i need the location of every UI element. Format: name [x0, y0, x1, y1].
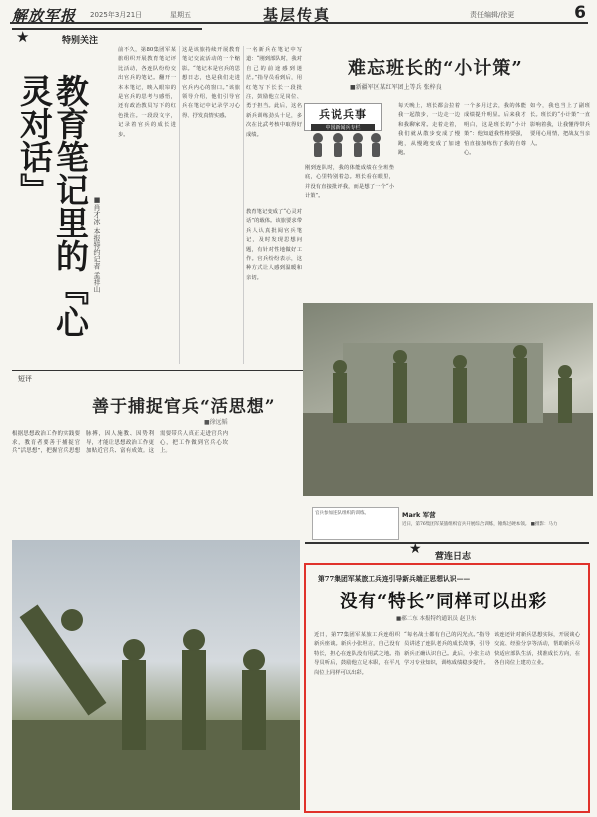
log-section-tag — [305, 541, 589, 562]
feature-tag-label: 特别关注 — [62, 36, 99, 46]
feature-headline: 教育笔记里的『心灵对话』 — [15, 74, 90, 338]
feature-column-3: 一名新兵在笔记中写道：“刚到部队时，我对自己的前途感到迷茫。”指导员看到后，用红笔写下长长一段批注，鼓励他立足岗位、勇于担当。此后，这名新兵训练劲头十足，多次在比武考核中取得好成绩。 — [246, 47, 302, 138]
issue-weekday: 星期五 — [170, 11, 191, 19]
log-tag-label: 营连日志 — [435, 552, 472, 562]
feature-column-2: 这是该旅持续开展教育笔记交流活动的一个缩影。“笔记本是官兵的思想日志，也是我们走进官兵内心的窗口。”该旅领导介绍，他们引导官兵在笔记中记录学习心得、抒发真情实感。 — [182, 47, 240, 119]
training-photo-illustration — [303, 303, 593, 496]
log-article-box — [304, 563, 590, 813]
top-article-column-2: 每天晚上，班长都会拉着我一起散步，一边走一边和我聊家常。走着走着，我们就从散步变成了慢跑，从慢跑变成了加速跑。 — [398, 103, 460, 157]
top-article-column-3: 一个多月过去，我的体能成绩提升明显。后来我才明白，这是班长的“小计策”：他知道我性格要强，怕直接加练伤了我的自尊心。 — [464, 103, 526, 157]
photo-caption-inset: 官兵参加连队组织的训练。 — [312, 507, 399, 540]
editor-credit: 责任编辑/徐更 — [470, 11, 515, 19]
comment-headline: 善于捕捉官兵“活思想” — [92, 397, 276, 417]
kick-training-illustration — [12, 540, 300, 810]
masthead — [10, 4, 588, 24]
top-article-column-1: 刚到连队时，我的体能成绩在全班垫底，心里特别着急。班长看在眼里，并没有直接批评我，而是想了一个“小计策”。 — [305, 165, 394, 200]
newspaper-logo: 解放军报 — [12, 7, 77, 25]
star-icon: ★ — [409, 541, 422, 557]
page-number: 6 — [574, 3, 586, 23]
soldiers-cartoon-illustration — [306, 130, 386, 160]
section-title: 基层传真 — [263, 6, 332, 24]
top-article-column-4: 如今，我也当上了副班长。班长的“小计策”一直影响着我，让我懂得带兵要用心用情，把战友当亲人。 — [530, 103, 590, 147]
mark-column-tag: Mark 军营 — [402, 511, 436, 519]
feature-column-4: 教育笔记变成了“心灵对话”的载体。该旅要求带兵人认真批阅官兵笔记，及时发现思想问题，有针对性地做好工作。官兵纷纷表示，这种方式让人感到温暖和亲切。 — [246, 209, 302, 281]
log-column-2: “每名战士都有自己的闪光点。”指导员讲述了连队老兵的成长故事，引导新兵正确认识自己。此后，小张主动学习专业知识，训练成绩稳步提升。 — [404, 632, 490, 667]
log-kicker: 第77集团军某旅工兵连引导新兵端正思想认识—— — [318, 575, 471, 583]
feature-section-tag — [12, 28, 202, 46]
star-icon: ★ — [16, 28, 30, 46]
comment-byline: ■徐远韬 — [204, 419, 228, 426]
issue-date: 2025年3月21日 — [90, 11, 143, 19]
top-article-byline: ■新疆军区某红军团上等兵 张梓良 — [350, 84, 442, 91]
comment-body: 根据思想政治工作的实践要求，教育者要善于捕捉官兵“活思想”，把握官兵思想脉搏，因人施教、因势利导，才能让思想政治工作更加贴近官兵、富有成效。这需要带兵人真正走进官兵内心，把工作做到官兵心坎上。 — [12, 431, 228, 455]
feature-byline: ■肖才冰 本报特约记者 孟祥山 — [93, 196, 101, 293]
column-divider — [179, 46, 180, 364]
training-photo — [303, 303, 593, 496]
badge-title: 兵说兵事 — [319, 108, 367, 121]
feature-column-1: 前不久，第80集团军某旅组织开展教育笔记评比活动，各连队纷纷交出官兵的笔记。翻开一本本笔记，映入眼帘的是官兵的思考与感悟，还有政治教员写下的红色批注。一段段文字，记录着官兵的成长进步。 — [118, 47, 176, 138]
badge-subtitle: 中国新闻兵专栏 — [311, 124, 375, 131]
log-byline: ■郝二东 本报特约通讯员 赵卫东 — [396, 616, 477, 622]
top-article-headline: 难忘班长的“小计策” — [348, 58, 523, 79]
column-divider — [243, 46, 244, 364]
mark-caption: 近日，第76集团军某旅组织官兵开展综合训练，锤炼过硬本领。 ■摄影：马力 — [402, 522, 558, 527]
comment-section-tag — [12, 370, 312, 383]
log-column-3: 该连还针对新兵思想实际，开展谈心交流、经验分享等活动，帮助新兵尽快适应部队生活，找准成长方向，在各自岗位上建功立业。 — [494, 632, 580, 667]
log-headline: 没有“特长”同样可以出彩 — [340, 592, 548, 612]
comment-tag-label: 短评 — [18, 375, 32, 383]
kick-training-photo — [12, 540, 300, 810]
log-column-1: 近日，第77集团军某旅工兵连组织新兵座谈。新兵小张坦言，自己没有特长，担心在连队没有用武之地。指导员听后，鼓励他立足本职，在平凡岗位上同样可以出彩。 — [314, 632, 400, 676]
column-badge — [304, 103, 382, 131]
